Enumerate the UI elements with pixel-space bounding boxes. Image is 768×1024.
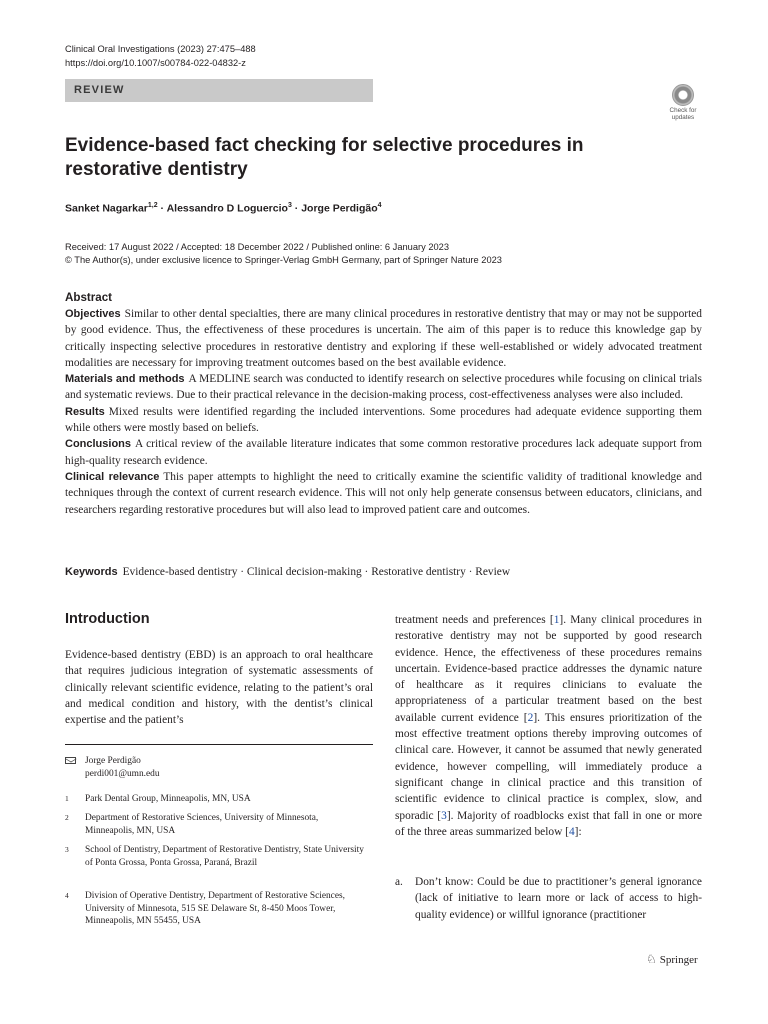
intro-left-column <box>65 608 373 728</box>
roadblock-list-item <box>395 874 702 923</box>
contact-email[interactable]: perdi001@umn.edu <box>85 768 160 779</box>
affiliation-text: Department of Restorative Sciences, University of Minnesota, Minneapolis, MN, USA <box>85 813 319 836</box>
affiliation-item <box>65 844 365 869</box>
abstract-section <box>65 404 702 437</box>
affiliation-number: 2 <box>65 813 69 822</box>
publication-info <box>65 241 502 267</box>
affiliation-number: 4 <box>65 891 69 900</box>
text-run: treatment needs and preferences [ <box>395 614 554 626</box>
contact-name: Jorge Perdigão <box>85 756 141 766</box>
affiliation-item <box>65 890 365 928</box>
copyright-line: © The Author(s), under exclusive licence to Springer-Verlag GmbH Germany, part of Springer Nature 2023 <box>65 255 502 265</box>
abstract-section-text: A critical review of the available literature indicates that some common restorative procedures lack adequate support from high-quality research evidence. <box>65 438 702 467</box>
publisher-logo <box>646 952 698 967</box>
check-updates-line1: Check for <box>669 107 697 114</box>
affiliation-text: School of Dentistry, Department of Restorative Dentistry, State University of Ponta Grossa, Ponta Grossa, Paraná, Brazil <box>85 845 364 868</box>
check-updates-line2: updates <box>671 114 695 121</box>
abstract-section-text: A MEDLINE search was conducted to identify research on selective procedures while focusing on clinical trials and systematic reviews. Due to their practical relevance in the decision-making process, cost-effectiveness analyses were also included. <box>65 373 702 402</box>
abstract-section <box>65 306 702 371</box>
intro-right-column <box>395 612 702 840</box>
author-list <box>65 202 382 215</box>
check-updates-icon <box>672 84 694 106</box>
citation-link[interactable]: 2 <box>527 711 534 724</box>
affiliation-number: 1 <box>65 794 69 803</box>
keywords-label: Keywords <box>65 566 118 578</box>
author-separator: · <box>291 202 302 215</box>
abstract-section-label: Results <box>65 405 105 418</box>
affiliation-item <box>65 793 373 806</box>
journal-header <box>65 42 256 70</box>
list-marker: a. <box>395 876 403 888</box>
affiliation-text: Park Dental Group, Minneapolis, MN, USA <box>85 794 251 804</box>
author-affiliation: 1,2 <box>147 202 158 209</box>
abstract-section-text: Similar to other dental specialties, there are many clinical procedures in restorative dentistry that may or may not be supported by good evidence. Thus, the effectiveness of these procedures is uncertain. The aim of this paper is to reduce this knowledge gap by critically inspecting selective procedures in restorative dentistry and exploring if these well-established or widely advocated treatment modalities are necessary for improving treatment outcomes based on the best available evidence. <box>65 308 702 369</box>
citation-link[interactable]: 1 <box>553 614 560 626</box>
abstract-section-text: This paper attempts to highlight the need to critically examine the scientific validity of traditional knowledge and techniques through the context of current research evidence. This will not only help generate consensus between educators, clinicians, and researchers regarding restorative procedures but will also lead to improved patient care and outcomes. <box>65 470 702 516</box>
author-separator: · <box>157 202 167 215</box>
intro-paragraph: Evidence-based dentistry (EBD) is an approach to oral healthcare that requires judicious integration of systematic assessments of clinically relevant scientific evidence, relating to the patient’s oral and medical condition and history, with the dentist’s clinical expertise and the patient’s <box>65 649 373 727</box>
section-label: REVIEW <box>65 79 373 102</box>
abstract-section <box>65 469 702 518</box>
mail-icon <box>65 755 76 768</box>
text-run: ]: <box>574 825 582 838</box>
abstract-section-label: Conclusions <box>65 438 132 451</box>
check-for-updates-button[interactable] <box>664 84 702 124</box>
citation-link[interactable]: 3 <box>441 809 447 822</box>
springer-horse-icon: ♘ <box>646 952 657 966</box>
author-name[interactable]: Jorge Perdigão <box>301 202 378 215</box>
text-run: ]. Majority of roadblocks exist that fall in one or more of the three areas summarized below [ <box>395 809 702 838</box>
text-run: ]. This ensures prioritization of the most effective treatment options thereby improving outcomes of clinical care. However, it cannot be assumed that newly generated evidence, however compelling, will immediately produce a significant change in clinical practice and this transition of scientific evidence to clinical practice is complex, slow, and sporadic [ <box>395 711 702 822</box>
keywords <box>65 566 510 578</box>
abstract-section <box>65 371 702 404</box>
abstract-section-label: Materials and methods <box>65 373 185 386</box>
abstract-section <box>65 436 702 469</box>
affiliation-item <box>65 812 365 837</box>
article-title: Evidence-based fact checking for selective procedures in restorative dentistry <box>65 135 584 180</box>
intro-paragraph-continued <box>395 612 702 840</box>
abstract-section-text: Mixed results were identified regarding the included interventions. Some procedures had adequate evidence supporting them while others were mostly based on beliefs. <box>65 405 702 435</box>
author-name[interactable]: Sanket Nagarkar <box>65 202 148 215</box>
text-run: ]. Many clinical procedures in restorative dentistry may not be supported by good research evidence. Hence, the effectiveness of these procedures remains uncertain. Evidence-based practice addresses the dynamic nature of healthcare as it requires clinicians to evaluate the appropriateness of a particular treatment based on the best available current evidence [ <box>395 614 702 724</box>
footnote-divider <box>65 744 373 745</box>
abstract-section-label: Objectives <box>65 308 121 320</box>
author-name[interactable]: Alessandro D Loguercio <box>166 202 288 215</box>
abstract <box>65 290 702 518</box>
abstract-section-label: Clinical relevance <box>65 470 160 483</box>
author-affiliation: 4 <box>377 202 382 209</box>
intro-heading: Introduction <box>65 611 150 627</box>
publisher-name: Springer <box>659 954 698 966</box>
affiliation-text: Division of Operative Dentistry, Department of Restorative Sciences, University of Minnesota, 515 SE Delaware St, 8-450 Moos Tower, Minneapolis, MN 55455, USA <box>85 891 345 926</box>
journal-citation: Clinical Oral Investigations (2023) 27:475–488 <box>65 44 256 54</box>
citation-link[interactable]: 4 <box>568 825 575 838</box>
corresponding-author <box>65 755 373 780</box>
affiliation-number: 3 <box>65 845 69 854</box>
list-item-text: Don’t know: Could be due to practitioner’s general ignorance (lack of initiative to learn more or lack of access to high-quality evidence) or willful ignorance (practitioner <box>415 876 702 921</box>
doi-link[interactable]: https://doi.org/10.1007/s00784-022-04832-z <box>65 58 246 68</box>
author-affiliation: 3 <box>287 202 292 209</box>
abstract-heading: Abstract <box>65 291 113 304</box>
keywords-text: Evidence-based dentistry · Clinical decision-making · Restorative dentistry · Review <box>122 566 511 578</box>
publication-dates: Received: 17 August 2022 / Accepted: 18 December 2022 / Published online: 6 January 2023 <box>65 242 450 252</box>
